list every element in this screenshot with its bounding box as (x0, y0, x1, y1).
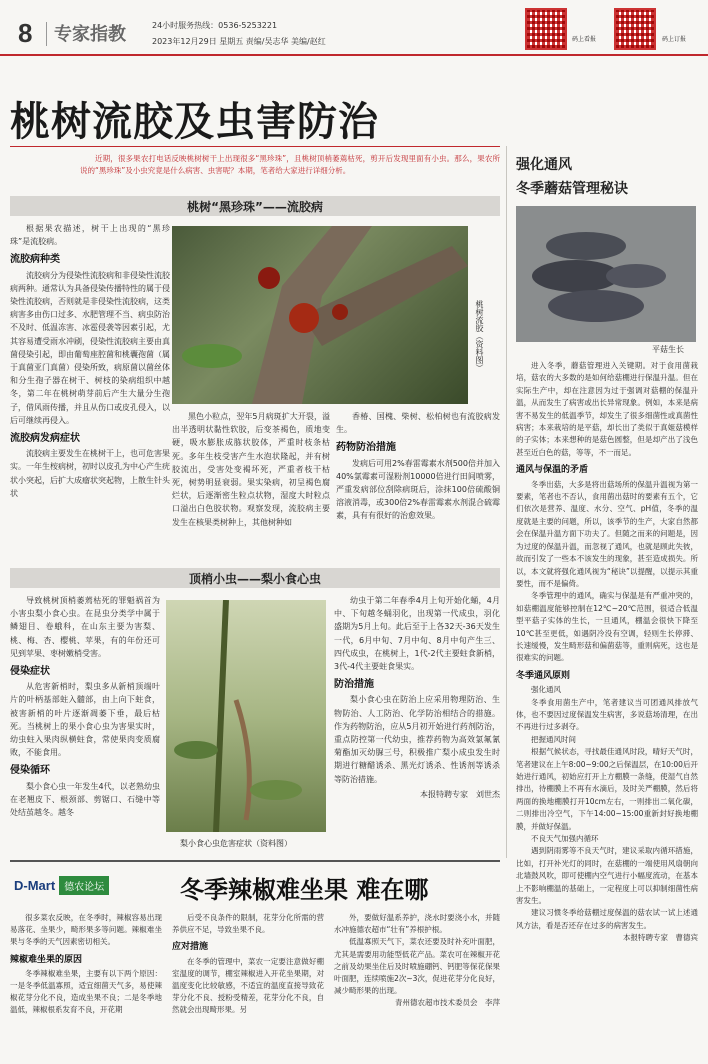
qr1-label: 码上看报 (572, 36, 597, 43)
sec2-col2: 幼虫于第二年春季4月上旬开始化蛹，4月中、下旬越冬蛹羽化，出现第一代成虫，羽化盛期为5月上旬。此后至于上各32天-36天发生一代，6月中旬、7月中旬、8月中旬产生三、四代成虫，在桃树上，1代-2代主要蛀食新梢，3代-4代主要蛀食果实。 防治措施 梨小食心虫在防治上应采用物理防治、生物防治、人工防治、化学防治相结合的措施。作为药物防治，应从5月初开始进行药剂防治，重点防控第一代幼虫，推荐药物为高效氯氟氰菊酯加灭幼脲三号，积极推广梨小成虫发生时期进行糖醋诱杀、黑光灯诱杀、性诱剂等诱杀等防治措施。 本报特聘专家 刘世杰 (334, 594, 500, 801)
mushroom-photo (516, 206, 696, 342)
heading-infection: 侵染症状 (10, 666, 50, 678)
dmart-logo-text: D-Mart (14, 878, 56, 893)
peach-gum-photo (172, 226, 468, 404)
lead-paragraph: 近期，很多果农打电话反映桃树树干上出现很多“黑珍珠”，且桃树顶梢萎蔫枯死，剪开后发现里面有小虫。那么，果农所说的“黑珍珠”及小虫究竟是什么病害、虫害呢？本期，笔者给大家进行详细分析。 (80, 154, 500, 175)
side-title-1: 强化通风 (516, 157, 572, 173)
heading-drug-control: 药物防治措施 (336, 442, 396, 454)
main-title: 桃树流胶及虫害防治 (10, 99, 379, 145)
side-byline: 本报特聘专家 曹德宾 (623, 933, 698, 943)
side-title-2: 冬季蘑菇管理秘诀 (516, 181, 628, 197)
photo2-caption: 梨小食心虫危害症状（资料图） (180, 839, 292, 848)
heading-symptoms: 流胶病发病症状 (10, 433, 80, 445)
qr-code-read[interactable] (525, 8, 567, 50)
sec2-col1: 导致桃树顶梢萎蔫枯死的罪魁祸首为小害虫梨小食心虫。在昆虫分类学中属于鳞翅目、卷蛾科，在山东主要为害梨、桃、梅、杏、樱桃、苹果，有的年份还可见到苹果、枣树嫩梢受害。 侵染症状 从危害新梢时，梨虫多从新梢顶端叶片的叶柄基部蛀入髓部，由上向下蛀食，被害新梢的叶片逐渐凋萎下垂，最后枯死。当桃树上的果小食心虫为害果实时，幼虫蛀入果肉纵横蛀食，常使果肉变质腐败，不能食用。 侵染循环 梨小食心虫一年发生4代，以老熟幼虫在老翘皮下、根颈部、剪锯口、石缝中等处结茧越冬。越冬 (10, 596, 160, 818)
qr-code-subscribe[interactable] (614, 8, 656, 50)
photo3-caption: 平菇生长 (652, 345, 684, 354)
bottom-col1: 很多菜农反映，在冬季时，辣椒容易出现易落花、坐果少，畸形果多等问题。辣椒难坐果与冬季的天气因素密切相关。 辣椒难坐果的原因 冬季辣椒难坐果，主要有以下两个原因：一是冬季低温寡照，适宜细菌天气多，易使辣椒花芽分化不良，造成坐果不良；二是冬季地温低，辣椒根系发育不良，开花期 (10, 913, 162, 1015)
bottom-col2: 后受不良条件的限制，花芽分化所需的营养供应不足，导致坐果不良。 应对措施 在冬季的管理中，菜农一定要注意做好棚室温度的调节，棚室辣椒进入开花坐果期，对温度变化比较敏感，不适宜的温度直接导致花芽分化不良、授粉受精差，花芽分化不良，自然就会出现畸形果。另 (172, 913, 324, 1015)
bottom-col3: 外，要做好温系养护，浇水时要浇小水，并随水冲施德农超市“壮有”养根护根。 低温寡照天气下，菜农还要及时补充叶面肥，尤其是需要用功能型低花产品。菜农可在辣椒开花之前及幼果坐住后及时喷施硼钙、钙肥等保花保果叶面肥，连续喷施2次~3次，促进花芽分化良好，减少畸形果的出现。 青州德农超市技术委员会 李萍 (334, 912, 500, 1010)
heading-reason: 辣椒难坐果的原因 (10, 954, 83, 965)
heading-prevention: 防治措施 (334, 679, 374, 691)
bottom-title: 冬季辣椒难坐果 难在哪 (180, 876, 429, 904)
hotline: 24小时服务热线：0536-5253221 (152, 21, 278, 30)
section1-bar: 桃树“黑珍珠”——流胶病 (10, 196, 500, 216)
sec1-col3: 香椿、国槐、柴树、松柏树也有流胶病发生。 药物防治措施 发病后可用2%春雷霉素水剂500倍并加入40%氯霉素可湿粉剂10000倍进行田间喷雾，严重发病部位刮除病斑后，涂抹100倍硫酸铜溶液消毒，或300倍2%春雷霉素水剂混合硫霉素，具有有很好的治愈效果。 (336, 412, 500, 521)
heading-conflict: 通风与保温的矛盾 (516, 465, 589, 476)
pest-photo (166, 600, 326, 832)
photo1-caption: 桃树流胶（资料图） (475, 300, 484, 372)
qr2-label: 码上订报 (662, 36, 687, 43)
sec1-col1: 根据果农描述，树干上出现的“黑珍珠”是流胶病。 流胶病种类 流胶病分为侵染性流胶病和非侵染性流胶病两种。通常认为具备侵染传播特性的属于侵染性流胶病，否则就是非侵染性流胶病，这类病害多由伤口过多、水肥管理不当、病虫防治不及时、低温冻害、冰雹侵袭等因素引起，尤其容易遭受雨水冲刷，侵染性流胶病主要由真菌侵染引起，即由葡萄座腔菌和桃囊孢菌（属于真菌亚门真菌）侵染所致，病原菌以菌丝体和分生孢子器在树干、树枝的染病组织中越冬，第二年在桃树萌芽前后产生大量分生孢子，借风雨传播，并且从伤口或皮孔侵入，以后可继续再侵入。 流胶病发病症状 流胶病主要发生在桃树干上，也可危害果实。一年生桉病树，初时以皮孔为中心产生疣状小突起，后扩大成瘤状突起物，上散生针头状 (10, 224, 170, 498)
heading-types: 流胶病种类 (10, 254, 60, 266)
heading-cycle: 侵染循环 (10, 765, 50, 777)
sec1-col2: 黑色小粒点，翌年5月病斑扩大开裂，溢出半透明状黏性软胶，后变茶褐色，质地变硬，吸水膨胀成胨状胶体，严重时枝条枯死。多年生枝受害产生水泡状隆起，并有树胶流出，受害处变褐坏死，严重者枝干枯死，树势明显衰弱。果实染病，初呈褐色腐烂状，后逐渐密生粒点状物，湿度大时粒点口溢出白色胶状物。观察发现，流胶病主要发生在核果类树种上，其他树种如 (172, 412, 330, 527)
bottom-byline: 青州德农超市技术委员会 李萍 (395, 998, 500, 1008)
heading-principle: 冬季通风原则 (516, 670, 571, 681)
page-header (0, 0, 708, 56)
pest-shoot-illustration (166, 600, 326, 832)
heading-response: 应对措施 (172, 942, 209, 953)
dmart-logo (14, 876, 109, 895)
side-column: 进入冬季，蘑菇管理进入关键期。对于食用菌栽培，菇农的大多数的是如何给菇棚进行保温升温。但在实际生产中，却在注意因为过于强调对菇棚的保温升温，从而发生了病害或出长异常现象。例如，本来是病害不易发生的低温季节，却发生了很多细菌性或真菌性病害；本来栽培的是平菇，却长出了类似于真姬菇模样的子实体；本来想种的是菇色圆整，但是却产出了浅色甚至近白色的菇，等等，不一而足。 通风与保温的矛盾 冬季出菇，大多是将出菇场所的保温升温视为第一要素，笔者也不否认，食用菌出菇时的要素有五个，它们依次是营养、温度、水分、空气、pH值，冬季的温度就是主要的问题，所以，该季节的生产，大家自然都会在保温升温方面下功夫了。但随之而来的问题是，因为过度的保温升温，而忽视了通风，也就是顾此失彼，故而引发了一些本不该发生的现象，甚至造成损失。所以，本文就将强化通风视为“秘诀”以提醒，以提示其重要性，而不是偏倚。 冬季管理中的通风，确实与保温是有严重冲突的，如菇棚温度能够控制在12℃~20℃范围，很适合低温型平菇子实体的生长，一旦通风，棚温会很快下降至10℃甚至更低，如遇阴冷没有空调，轻则生长停滞、长速缓慢，发生畸形菇和偏菌菇等，重则病死，这也是很难实的问题。 冬季通风原则 强化通风 冬季食用菌生产中，笔者建议当可团通风排放气体，也不要因过度保温发生病害，多说菇场清理，在出不再进行过多剥夺。 把握通风时间 根据气候状态，寻找最佳通风时段，晴好天气时，笔者建议在上午8:00~9:00之后保温层，在10:00后开始进行通风，初始应打开上方棚膜一条缝，使湿气自然排出，待棚膜上不再有水滴后，及时关严棚膜，然后将两面的换地棚膜打开10cm左右，一则排出二氧化碳，二则排出冷空气，下午14:00~15:00重新封好换地棚膜，并做好保温。 不良天气加强内循环 遇到阴雨雾等不良天气时，建议采取内循环措施，比如，打开补光灯的同时，在菇棚的一端使用风扇朝向北墙鼓风吹，即可使棚内空气进行小幅度流动，在基本上不影响棚温的基础上，一定程度上可以抑制细菌性病害发生。 建议习惯冬季给菇棚过度保温的菇农试一试上述通风方法，看是否还存在过多的病害发生。 本报特聘专家 曹德宾 (516, 360, 698, 945)
mushroom-illustration (516, 206, 696, 342)
page-number: 8 (18, 18, 33, 48)
section-name: 专家指教 (54, 24, 126, 45)
sec2-byline: 本报特聘专家 刘世杰 (420, 789, 500, 799)
date-line: 2023年12月29日 星期五 责编/吴志华 美编/赵红 (152, 37, 326, 46)
section2-bar: 顶梢小虫——梨小食心虫 (10, 568, 500, 588)
peach-gum-illustration (172, 226, 468, 404)
forum-tag: 德农论坛 (59, 876, 109, 895)
